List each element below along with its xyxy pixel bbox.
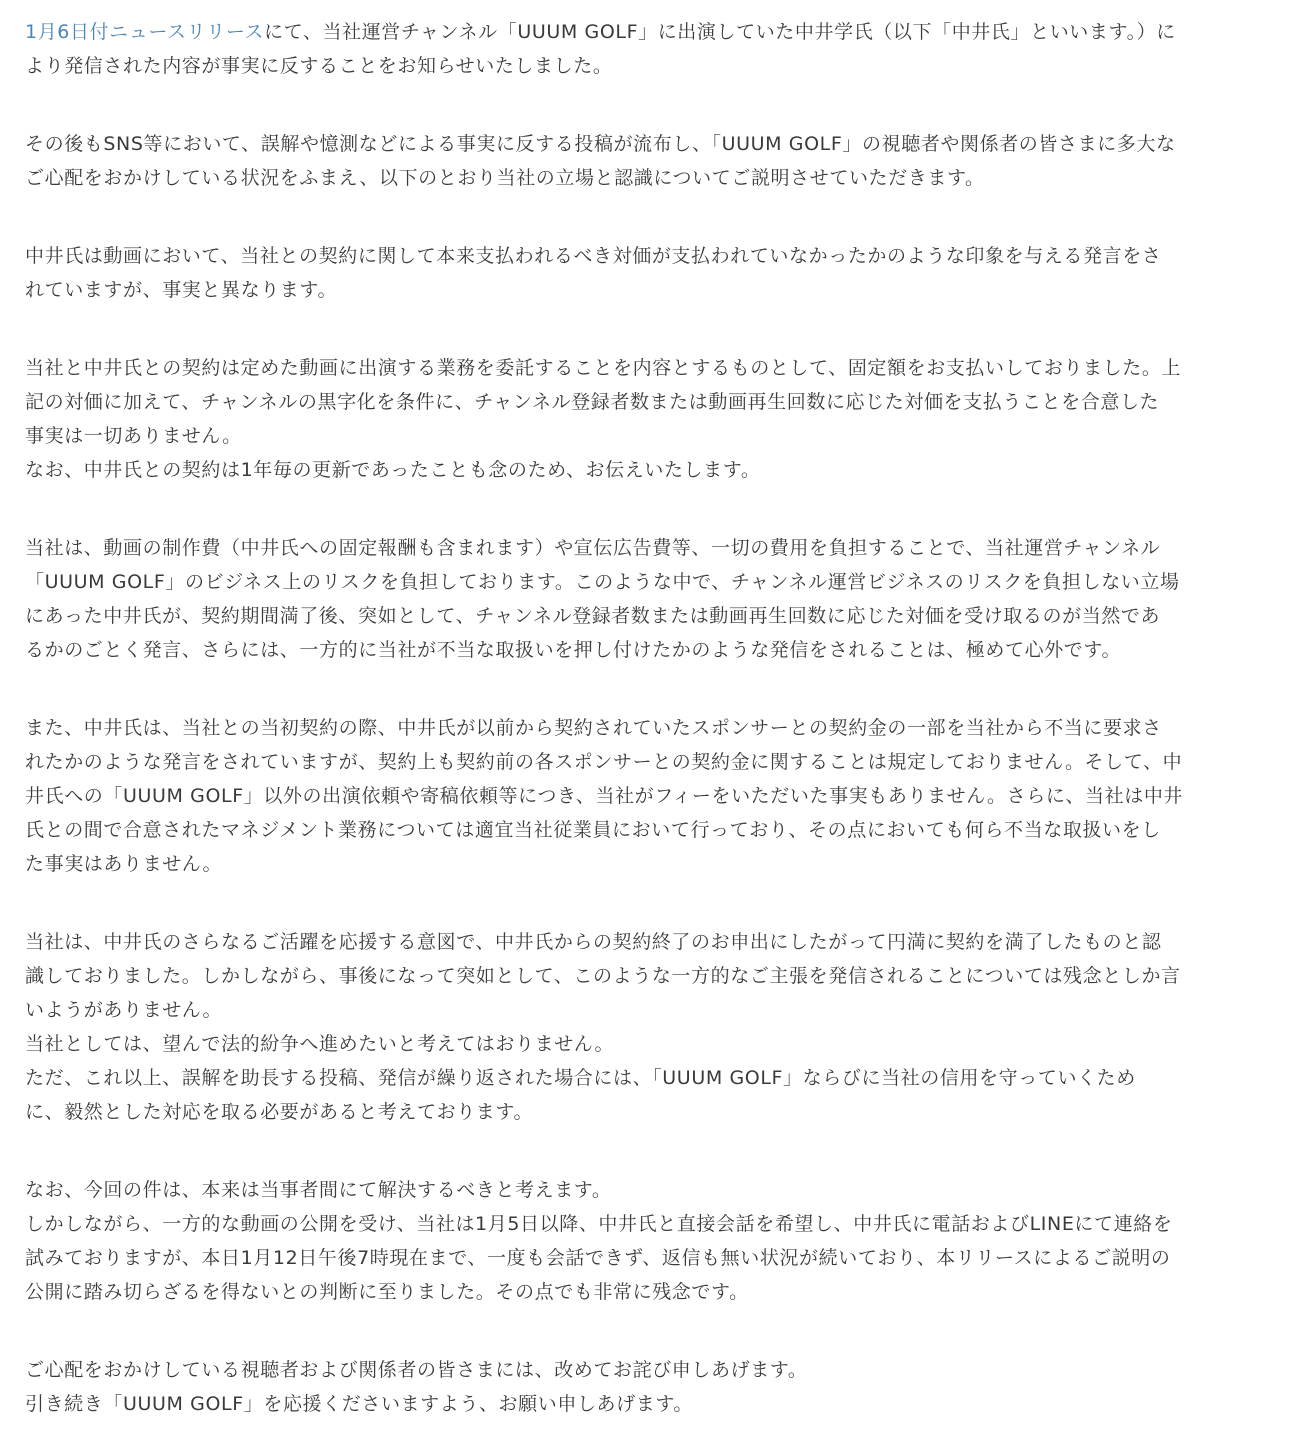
paragraph-line: 当社としては、望んで法的紛争へ進めたいと考えてはおりません。 — [25, 1033, 615, 1055]
paragraph-company-stance — [25, 925, 1290, 1129]
paragraph-line: より発信された内容が事実に反することをお知らせいたしました。 — [25, 55, 613, 77]
paragraph-contract-terms — [25, 351, 1290, 487]
paragraph-line: しかしながら、一方的な動画の公開を受け、当社は1月5日以降、中井氏と直接会話を希望し、中井氏に電話およびLINEにて連絡を — [25, 1213, 1173, 1235]
paragraph-line: 中井氏は動画において、当社との契約に関して本来支払われるべき対価が支払われていなかったかのような印象を与える発言をさ — [25, 245, 1162, 267]
paragraph-sns-situation — [25, 127, 1290, 195]
paragraph-line: にあった中井氏が、契約期間満了後、突如として、チャンネル登録者数または動画再生回数に応じた対価を受け取るのが当然であ — [25, 605, 1161, 627]
paragraph-line: ただ、これ以上、誤解を助長する投稿、発信が繰り返された場合には、「UUUM GOLF」ならびに当社の信用を守っていくため — [25, 1067, 1136, 1089]
paragraph-line: その後もSNS等において、誤解や憶測などによる事実に反する投稿が流布し、「UUUM GOLF」の視聴者や関係者の皆さまに多大な — [25, 133, 1176, 155]
paragraph-line: なお、今回の件は、本来は当事者間にて解決するべきと考えます。 — [25, 1179, 612, 1201]
paragraph-line: いようがありません。 — [25, 999, 223, 1021]
paragraph-line: なお、中井氏との契約は1年毎の更新であったことも念のため、お伝えいたします。 — [25, 459, 761, 481]
paragraph-line: ご心配をおかけしている状況をふまえ、以下のとおり当社の立場と認識についてご説明させていただきます。 — [25, 167, 985, 189]
paragraph-line: また、中井氏は、当社との当初契約の際、中井氏が以前から契約されていたスポンサーとの契約金の一部を当社から不当に要求さ — [25, 717, 1162, 739]
paragraph-line: 井氏への「UUUM GOLF」以外の出演依頼や寄稿依頼等につき、当社がフィーをいただいた事実もありません。さらに、当社は中井 — [25, 785, 1184, 807]
news-release-link[interactable]: 1月6日付ニュースリリース — [25, 21, 265, 43]
paragraph-line: 識しておりました。しかしながら、事後になって突如として、このような一方的なご主張を発信されることについては残念としか言 — [25, 965, 1181, 987]
paragraph-line: 「UUUM GOLF」のビジネス上のリスクを負担しております。このような中で、チャンネル運営ビジネスのリスクを負担しない立場 — [25, 571, 1180, 593]
paragraph-line-text: にて、当社運営チャンネル「UUUM GOLF」に出演していた中井学氏（以下「中井氏」といいます。）に — [264, 21, 1176, 43]
paragraph-contact-attempts — [25, 1173, 1290, 1309]
paragraph-line: 当社は、動画の制作費（中井氏への固定報酬も含まれます）や宣伝広告費等、一切の費用を負担することで、当社運営チャンネル — [25, 537, 1161, 559]
paragraph-line: 公開に踏み切らざるを得ないとの判断に至りました。その点でも非常に残念です。 — [25, 1281, 749, 1303]
paragraph-line: 当社は、中井氏のさらなるご活躍を応援する意図で、中井氏からの契約終了のお申出にしたがって円満に契約を満了したものと認 — [25, 931, 1162, 953]
paragraph-payment-claim — [25, 239, 1290, 307]
paragraph-line: 記の対価に加えて、チャンネルの黒字化を条件に、チャンネル登録者数または動画再生回数に応じた対価を支払うことを合意した — [25, 391, 1160, 413]
paragraph-closing — [25, 1353, 1290, 1421]
paragraph-line — [25, 15, 1290, 49]
paragraph-line: 事実は一切ありません。 — [25, 425, 242, 447]
paragraph-line: 引き続き「UUUM GOLF」を応援くださいますよう、お願い申しあげます。 — [25, 1393, 694, 1415]
paragraph-line: れていますが、事実と異なります。 — [25, 279, 338, 301]
paragraph-business-risk — [25, 531, 1290, 667]
paragraph-intro — [25, 15, 1290, 83]
paragraph-line: に、毅然とした対応を取る必要があると考えております。 — [25, 1101, 534, 1123]
paragraph-line: た事実はありません。 — [25, 853, 223, 875]
paragraph-line: 当社と中井氏との契約は定めた動画に出演する業務を委託することを内容とするものとして、固定額をお支払いしておりました。上 — [25, 357, 1182, 379]
paragraph-line: ご心配をおかけしている視聴者および関係者の皆さまには、改めてお詫び申しあげます。 — [25, 1359, 808, 1381]
paragraph-line: るかのごとく発言、さらには、一方的に当社が不当な取扱いを押し付けたかのような発信をされることは、極めて心外です。 — [25, 639, 1122, 661]
paragraph-line: 試みておりますが、本日1月12日午後7時現在まで、一度も会話できず、返信も無い状況が続いており、本リリースによるご説明の — [25, 1247, 1171, 1269]
paragraph-line: れたかのような発言をされていますが、契約上も契約前の各スポンサーとの契約金に関することは規定しておりません。そして、中 — [25, 751, 1183, 773]
paragraph-sponsor-claim — [25, 711, 1290, 881]
paragraph-line: 氏との間で合意されたマネジメント業務については適宜当社従業員において行っており、その点においても何ら不当な取扱いをし — [25, 819, 1161, 841]
